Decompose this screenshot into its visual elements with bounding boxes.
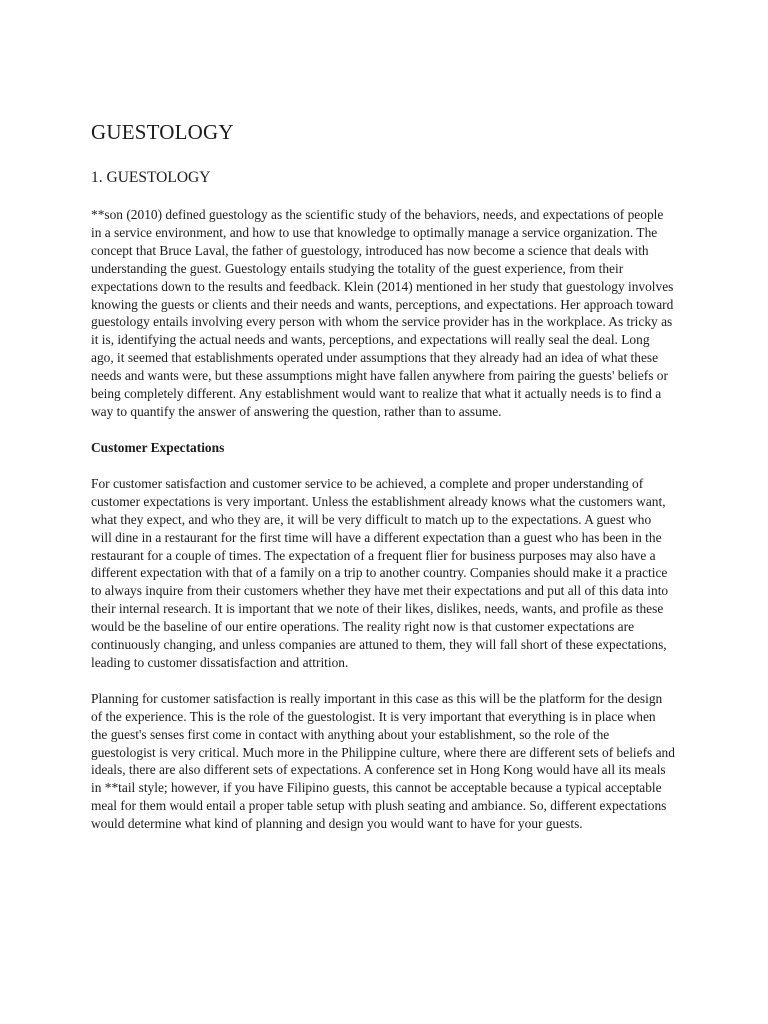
subheading-customer-expectations: Customer Expectations [91, 439, 225, 455]
paragraph-guestology-definition: **son (2010) defined guestology as the scientific study of the behaviors, needs, and expectations of people in a service environment, and how to use that knowledge to optimally manage a service organization. The concept that Bruce Laval, the father of guestology, introduced has now become a science that deals with understanding the guest. Guestology entails studying the totality of the guest experience, from their expectations down to the results and feedback. Klein (2014) mentioned in her study that guestology involves knowing the guests or clients and their needs and wants, perceptions, and expectations. Her approach toward guestology entails involving every person with whom the service provider has in the workplace. As tricky as it is, identifying the actual needs and wants, perceptions, and expectations will really seal the deal. Long ago, it seemed that establishments operated under assumptions that they already had an idea of what these needs and wants were, but these assumptions might have fallen anywhere from pairing the guests' beliefs or being completely different. Any establishment would want to realize that what it actually needs is to find a way to quantify the answer of answering the question, rather than to assume. [91, 207, 674, 419]
document-title: GUESTOLOGY [91, 120, 234, 144]
section-heading: 1. GUESTOLOGY [91, 169, 211, 186]
document-page [91, 118, 675, 851]
paragraph-planning-satisfaction: Planning for customer satisfaction is really important in this case as this will be the platform for the design of the experience. This is the role of the guestologist. It is very important that everything is in place when the guest's senses first come in contact with anything about your establishment, so the role of the guestologist is very critical. Much more in the Philippine culture, where there are different sets of beliefs and ideals, there are also different sets of expectations. A conference set in Hong Kong would have all its meals in **tail style; however, if you have Filipino guests, this cannot be acceptable because a typical acceptable meal for them would entail a proper table setup with plush seating and ambiance. So, different expectations would determine what kind of planning and design you would want to have for your guests. [91, 690, 675, 832]
paragraph-customer-expectations: For customer satisfaction and customer service to be achieved, a complete and proper understanding of customer expectations is very important. Unless the establishment already knows what the customers want, what they expect, and who they are, it will be very difficult to match up to the expectations. A guest who will dine in a restaurant for the first time will have a different expectation than a guest who has been in the restaurant for a couple of times. The expectation of a frequent flier for business purposes may also have a different expectation with that of a family on a trip to another country. Companies should make it a practice to always inquire from their customers whether they have met their expectations and put all of this data into their internal research. It is important that we note of their likes, dislikes, needs, wants, and profile as these would be the baseline of our entire operations. The reality right now is that customer expectations are continuously changing, and unless companies are attuned to them, they will fall short of these expectations, leading to customer dissatisfaction and attrition. [91, 475, 669, 670]
